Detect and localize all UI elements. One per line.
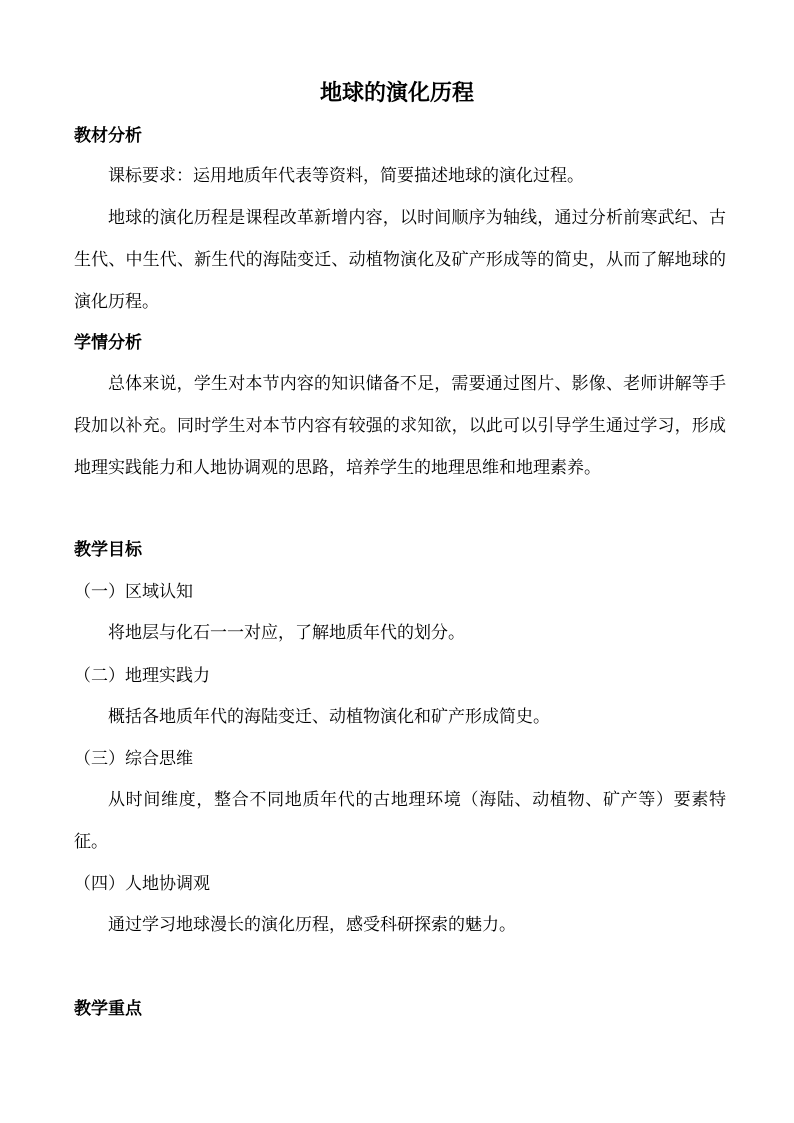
goal-text-regional-cognition: 将地层与化石一一对应，了解地质年代的划分。 (108, 623, 465, 643)
goal-label-human-earth-harmony: （四）人地协调观 (74, 874, 210, 894)
goal-text-human-earth-harmony: 通过学习地球漫长的演化历程，感受科研探索的魅力。 (108, 915, 516, 935)
goal-label-comprehensive-thinking: （三）综合思维 (74, 749, 193, 769)
goal-text-comprehensive-thinking: 从时间维度，整合不同地质年代的古地理环境（海陆、动植物、矿产等）要素特征。 (74, 790, 726, 852)
curriculum-requirement-paragraph: 课标要求：运用地质年代表等资料，简要描述地球的演化过程。 (108, 166, 584, 186)
document-title: 地球的演化历程 (319, 80, 474, 106)
section-heading-student-analysis: 学情分析 (74, 333, 142, 353)
textbook-analysis-paragraph: 地球的演化历程是课程改革新增内容，以时间顺序为轴线，通过分析前寒武纪、古生代、中生代、新生代的海陆变迁、动植物演化及矿产形成等的简史，从而了解地球的演化历程。 (74, 208, 726, 312)
goal-label-regional-cognition: （一）区域认知 (74, 582, 193, 602)
student-analysis-paragraph: 总体来说，学生对本节内容的知识储备不足，需要通过图片、影像、老师讲解等手段加以补充。同时学生对本节内容有较强的求知欲，以此可以引导学生通过学习，形成地理实践能力和人地协调观的思路，培养学生的地理思维和地理素养。 (74, 374, 726, 478)
goal-label-geographic-practice: （二）地理实践力 (74, 666, 210, 686)
goal-text-geographic-practice: 概括各地质年代的海陆变迁、动植物演化和矿产形成简史。 (108, 707, 550, 727)
section-heading-textbook-analysis: 教材分析 (74, 126, 142, 146)
section-heading-teaching-goals: 教学目标 (74, 540, 142, 560)
section-heading-teaching-focus: 教学重点 (74, 999, 142, 1019)
